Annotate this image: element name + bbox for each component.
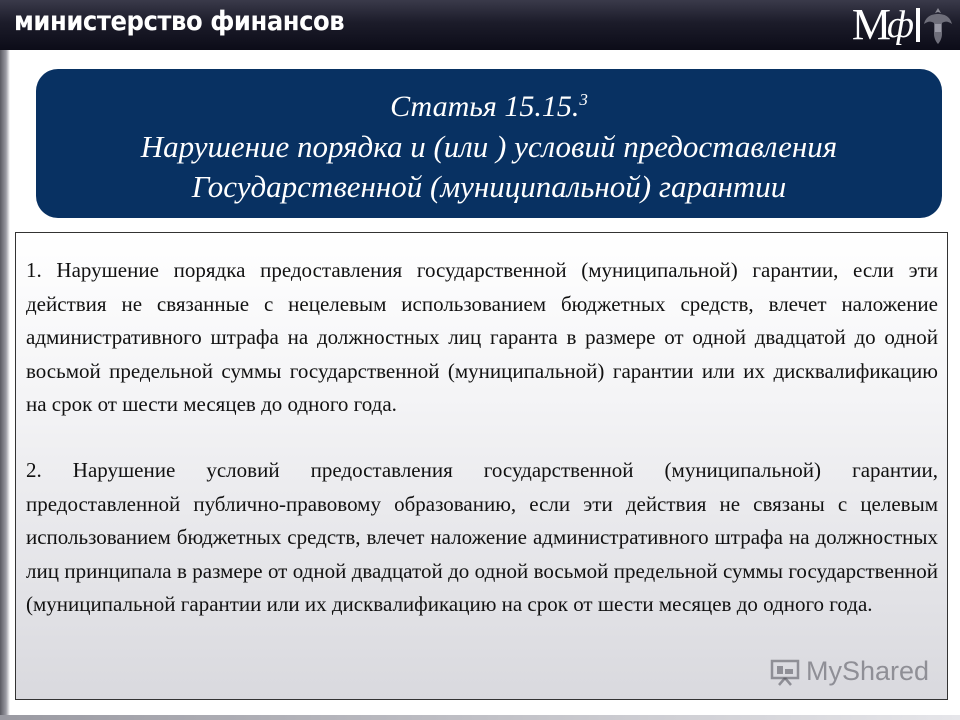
logo-letter-m: М: [851, 0, 892, 49]
logo-bar: [916, 8, 920, 42]
paragraph-2: 2. Нарушение условий предоставления государственной (муниципальной) гарантии, предоставленной публично-правовому образованию, если эти действия не связаны с целевым использованием бюджетных средств, влечет наложение административного штрафа на должностных лиц принципала в размере от одной двадцатой до одной восьмой предельной суммы государственной (муниципальной гарантии или их дисквалификацию на срок от шести месяцев до одного года.: [26, 458, 938, 616]
ministry-logo: [851, 0, 920, 49]
watermark-text: MyShared: [806, 656, 930, 686]
article-superscript: 3: [579, 90, 588, 109]
left-edge-shadow: [0, 50, 10, 720]
article-title-line-2: Государственной (муниципальной) гарантии: [191, 169, 787, 204]
top-banner: [0, 0, 960, 50]
projector-screen-icon: [770, 658, 800, 686]
logo-letter-f: ф: [887, 4, 914, 46]
article-title-line-1: Нарушение порядка и (или ) условий предоставления: [140, 129, 838, 164]
paragraph-1: 1. Нарушение порядка предоставления государственной (муниципальной) гарантии, если эти действия не связанные с нецелевым использованием бюджетных средств, влечет наложение административного штрафа на должностных лиц гаранта в размере от одной двадцатой до одной восьмой предельной суммы государственной (муниципальной) гарантии или их дисквалификацию на срок от шести месяцев до одного года.: [26, 258, 938, 416]
russian-eagle-emblem-icon: [922, 4, 954, 46]
article-header: [36, 69, 942, 218]
bottom-edge: [0, 715, 960, 720]
ministry-title: министерство финансов: [14, 6, 345, 37]
article-number: Статья 15.15.$^3$: [390, 90, 588, 123]
watermark: [770, 656, 929, 687]
